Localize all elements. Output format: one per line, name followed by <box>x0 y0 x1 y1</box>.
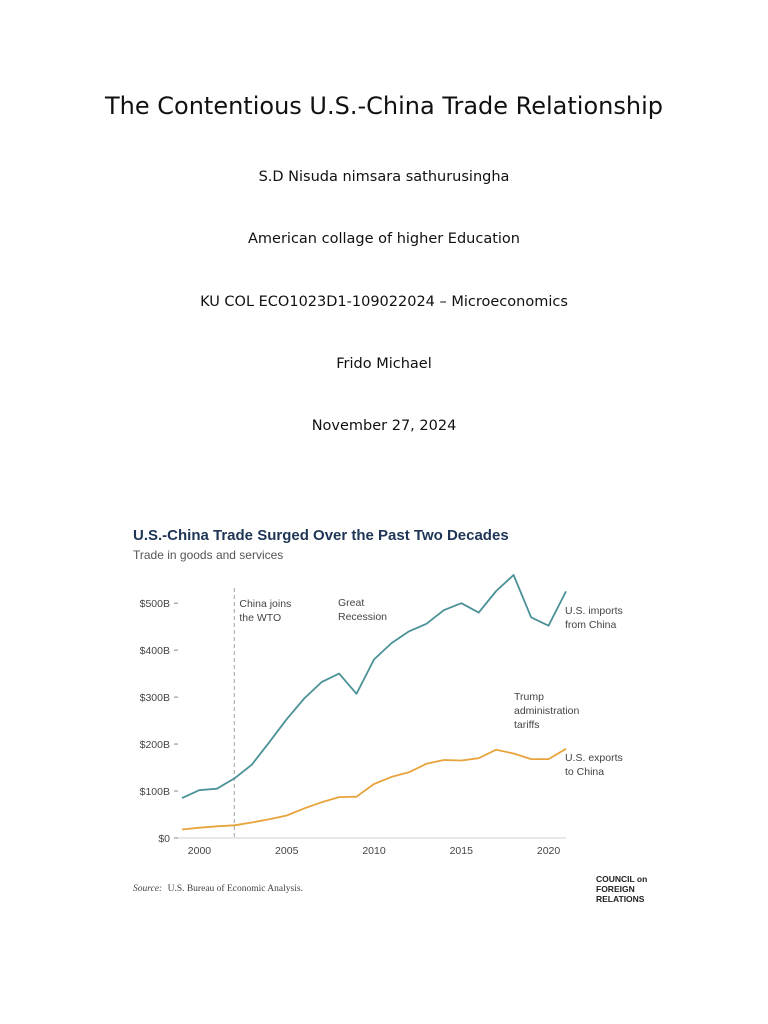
trade-chart-figure <box>120 515 660 910</box>
text-line: tariffs <box>514 719 540 731</box>
chart-subtitle: Trade in goods and services <box>133 548 284 562</box>
text-line: Great <box>338 597 365 609</box>
course-code: KU COL ECO1023D1-109022024 – Microeconomics <box>200 294 568 310</box>
y-tick-label: $100B <box>139 786 170 799</box>
series-labels <box>565 605 623 778</box>
text-line: RELATIONS <box>596 894 645 904</box>
text-line: Trump <box>514 691 544 703</box>
y-axis <box>140 598 178 845</box>
text-line: from China <box>565 619 617 631</box>
exports-series-line <box>182 749 566 830</box>
y-tick-label: $500B <box>139 598 170 611</box>
text-line: COUNCIL on <box>596 874 648 884</box>
wto-event-label <box>239 598 291 624</box>
text-line: China joins <box>239 598 292 610</box>
plot-area <box>140 575 623 857</box>
document-date: November 27, 2024 <box>311 418 457 434</box>
text-line: U.S. imports <box>565 605 623 617</box>
y-tick-label: $200B <box>139 739 170 752</box>
text-line: administration <box>514 705 580 717</box>
document-title: The Contentious U.S.-China Trade Relationship <box>105 92 663 120</box>
chart-title: U.S.-China Trade Surged Over the Past Two Decades <box>133 527 509 544</box>
instructor-name: Frido Michael <box>336 356 432 372</box>
great-recession-label <box>338 597 387 623</box>
y-tick-label: $0 <box>158 833 170 845</box>
exports-series-label <box>565 752 623 778</box>
trump-tariffs-label <box>514 691 580 731</box>
x-axis <box>188 845 561 857</box>
text-line: to China <box>565 766 605 778</box>
source-label: Source: <box>133 884 163 894</box>
author-name: S.D Nisuda nimsara sathurusingha <box>258 169 510 185</box>
text-line: U.S. exports <box>565 752 623 764</box>
x-tick-label: 2005 <box>275 845 299 857</box>
x-tick-label: 2020 <box>536 845 561 857</box>
institution-name: American collage of higher Education <box>247 231 520 247</box>
cfr-logo <box>596 874 647 904</box>
x-tick-label: 2015 <box>449 845 473 857</box>
text-line: FOREIGN <box>596 884 635 894</box>
chart-source <box>133 883 303 894</box>
x-tick-label: 2010 <box>362 845 386 857</box>
y-tick-label: $300B <box>139 692 170 705</box>
imports-series-label <box>565 605 623 631</box>
text-line: Recession <box>338 611 388 623</box>
x-tick-label: 2000 <box>187 845 212 857</box>
source-text: U.S. Bureau of Economic Analysis. <box>167 884 303 894</box>
text-line: the WTO <box>239 612 282 624</box>
y-tick-label: $400B <box>139 645 170 658</box>
